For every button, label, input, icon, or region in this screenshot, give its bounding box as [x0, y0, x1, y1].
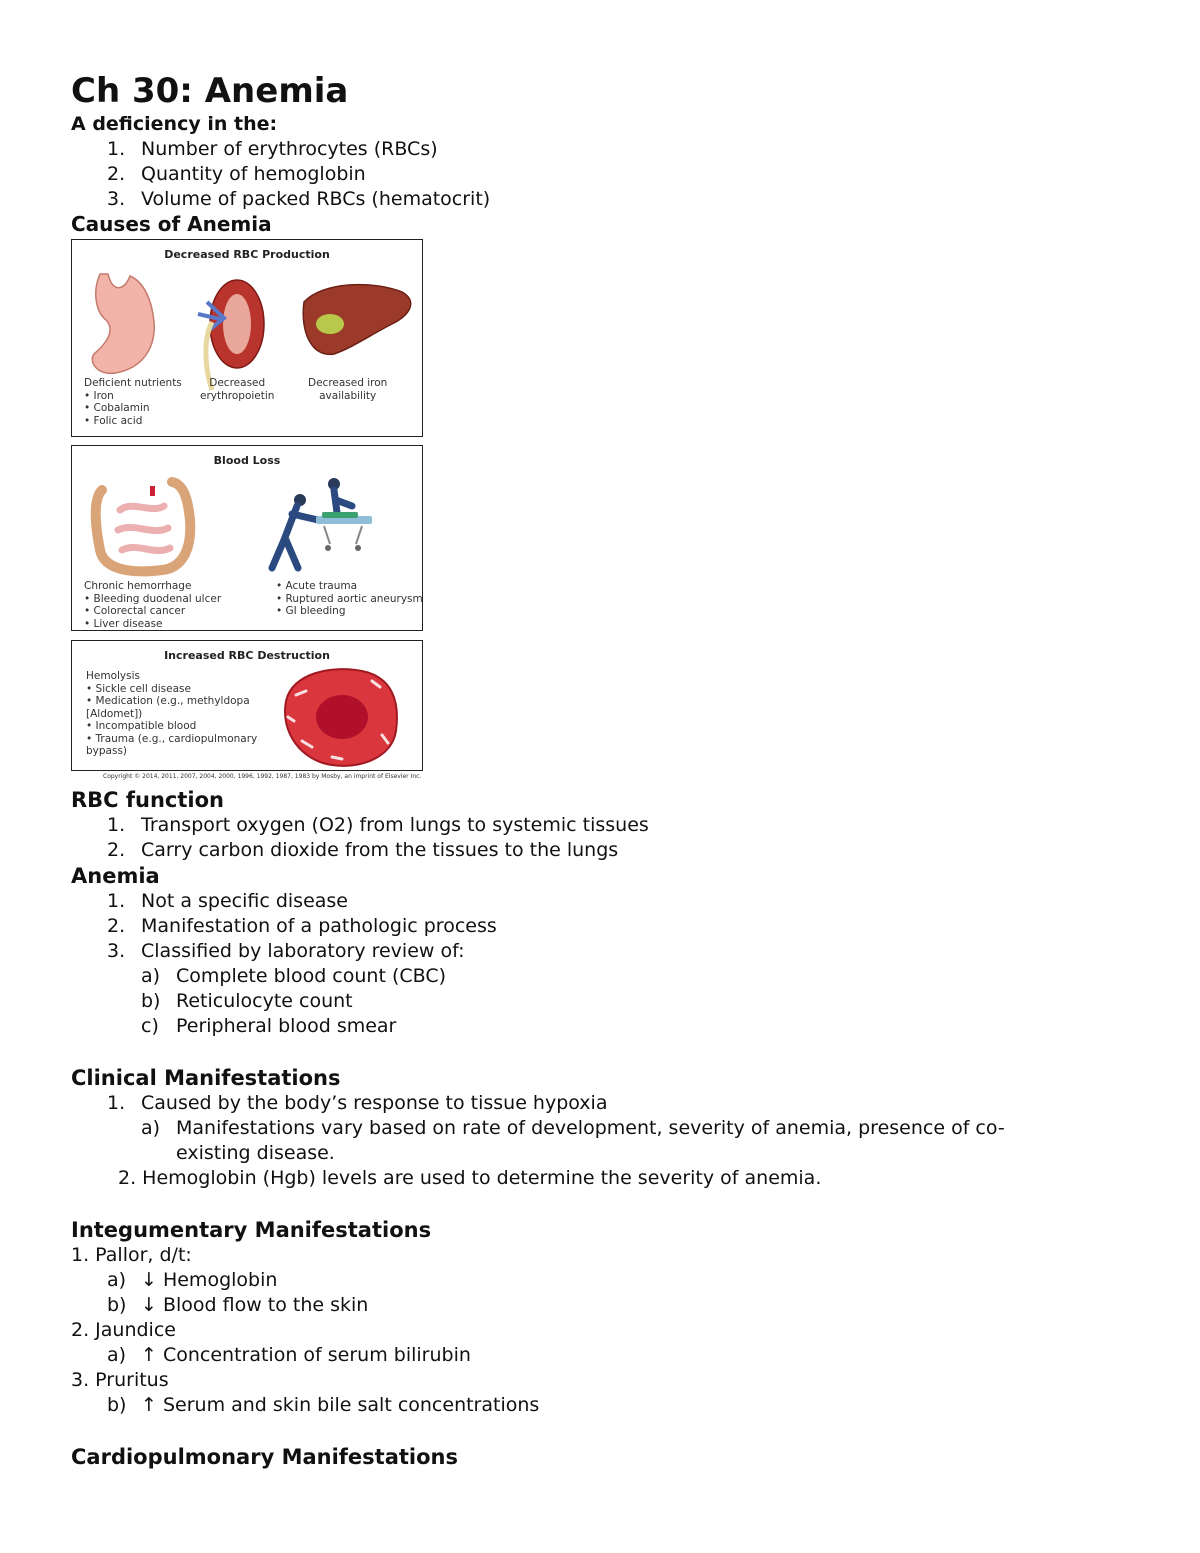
blood-loss-panel: Blood Loss Chronic hemorrhage • Bleeding duodenal ulcer • Colorectal cancer • Liver disease • Acute trauma • Ruptured aortic aneurysm • GI bleeding: [71, 445, 423, 631]
list-item: a) ↓ Hemoglobin: [107, 1269, 278, 1291]
list-item: 3. Classified by laboratory review of:: [107, 940, 465, 962]
panel-title: Increased RBC Destruction: [164, 649, 330, 662]
list-item: 1. Transport oxygen (O2) from lungs to systemic tissues: [107, 814, 649, 836]
list-item: 2. Hemoglobin (Hgb) levels are used to determine the severity of anemia.: [118, 1167, 822, 1189]
page-title: Ch 30: Anemia: [71, 71, 349, 111]
list-item: a) ↑ Concentration of serum bilirubin: [107, 1344, 471, 1366]
cardiopulmonary-heading: Cardiopulmonary Manifestations: [71, 1445, 458, 1469]
destruction-panel: Increased RBC Destruction Hemolysis • Sickle cell disease • Medication (e.g., methyldopa [Aldomet]) • Incompatible blood • Trauma (e.g., cardiopulmonary bypass): [71, 640, 423, 771]
list-item: 1. Caused by the body’s response to tissue hypoxia: [107, 1092, 608, 1114]
definition-heading: A deficiency in the:: [71, 113, 278, 135]
list-item: 2. Jaundice: [71, 1319, 176, 1341]
list-item: 3. Pruritus: [71, 1369, 169, 1391]
list-item: a) Manifestations vary based on rate of development, severity of anemia, presence of co-: [141, 1117, 1005, 1139]
list-item: 2. Quantity of hemoglobin: [107, 163, 366, 185]
figure-copyright: Copyright © 2014, 2011, 2007, 2004, 2000, 1996, 1992, 1987, 1983 by Mosby, an imprint of Elsevier Inc.: [103, 773, 422, 780]
stomach-icon: [92, 274, 154, 373]
causes-heading: Causes of Anemia: [71, 212, 272, 236]
panel-title: Decreased RBC Production: [164, 248, 330, 261]
list-item: b) ↑ Serum and skin bile salt concentrations: [107, 1394, 540, 1416]
organs-illustration: [72, 262, 422, 392]
clinical-heading: Clinical Manifestations: [71, 1066, 341, 1090]
integumentary-heading: Integumentary Manifestations: [71, 1218, 432, 1242]
list-item: 1. Not a specific disease: [107, 890, 348, 912]
blood-loss-illustration: [72, 470, 422, 580]
list-item: 1. Number of erythrocytes (RBCs): [107, 138, 438, 160]
list-item: 3. Volume of packed RBCs (hematocrit): [107, 188, 491, 210]
rbc-function-heading: RBC function: [71, 788, 224, 812]
anemia-heading: Anemia: [71, 864, 160, 888]
causes-figure: [71, 239, 423, 783]
list-item: 2. Manifestation of a pathologic process: [107, 915, 497, 937]
hemolysis-illustration: [272, 661, 412, 771]
list-item: b) ↓ Blood flow to the skin: [107, 1294, 369, 1316]
list-item: 1. Pallor, d/t:: [71, 1244, 192, 1266]
list-item: 2. Carry carbon dioxide from the tissues to the lungs: [107, 839, 619, 861]
list-item-continued: existing disease.: [176, 1142, 335, 1164]
list-item: b) Reticulocyte count: [141, 990, 353, 1012]
production-panel: Decreased RBC Production Deficient nutrients • Iron • Cobalamin • Folic acid Decreased erythropoietin Decreased iron availability: [71, 239, 423, 437]
list-item: a) Complete blood count (CBC): [141, 965, 446, 987]
list-item: c) Peripheral blood smear: [141, 1015, 397, 1037]
document-page: [71, 70, 1131, 1470]
panel-title: Blood Loss: [213, 454, 281, 467]
